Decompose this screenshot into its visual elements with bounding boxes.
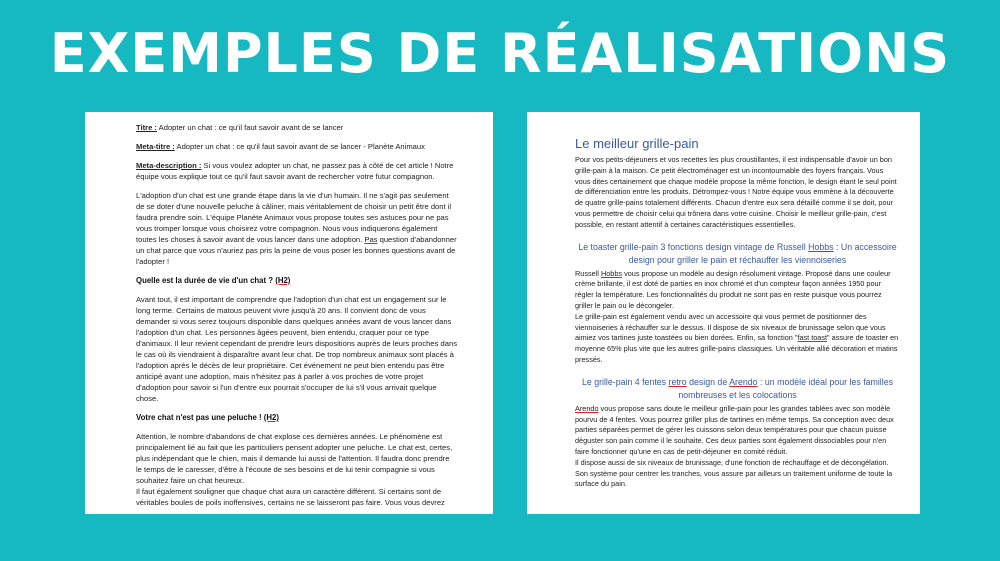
paragraph-browning: Il dispose aussi de six niveaux de brunissage, d'une fonction de réchauffage et de décongélation. Son système pour centrer les tranches, vous assure par ailleurs un traitement uniforme de toute la surface du pain. [575, 457, 893, 489]
p2-text-a: Le grille-pain est également vendu avec un accessoire qui vous permet de positionner des viennoiseries à réchauffer sur le dessus. Il dispose de six niveaux de brunissage selon que vous aimiez vos tartines juste toastées ou bien dorées. Enfin, sa fonction " [575, 311, 886, 343]
article-intro: Pour vos petits-déjeuners et vos recettes les plus croustillantes, il est indispensable d'avoir un bon grille-pain à la maison. Ce petit électroménager est un incontournable des foyers français. Vous vous dites certainement que chaque modèle propose la même fonction, le design étant le seul point de différenciation entre les produits. Détrompez-vous ! Notre équipe vous emmène à la découverte de quatre grille-pains totalement différents. Chacun d'entre eux sera détaillé comme il se doit, pour vous permettre de choisir celui qui trônera dans votre cuisine. Choisir le meilleur grille-pain, c'est possible, en restant attentif à certaines caractéristiques essentielles. [575, 155, 897, 229]
article-heading: Le meilleur grille-pain [575, 136, 699, 151]
heading-not-plush [136, 412, 457, 423]
doc-title-line [136, 122, 457, 133]
p1-hobbs: Hobbs [600, 268, 623, 278]
p1-text: vous propose un modèle au design résolument vintage. Proposé dans une couleur crème brillante, il est doté de parties en inox chromé et d'un compteur façon années 1950 pour régler la température. Les fonctionnalités du produit ne sont pas en reste puisque vous pourrez griller le pain ou le décongeler. [575, 268, 891, 310]
intro-paragraph [136, 190, 457, 267]
paragraph-character: Il faut également souligner que chaque chat aura un caractère différent. Si certains sont de véritables boules de poils inoffensives, certains ne se laisseront pas faire. Vous vous devrez [136, 487, 445, 507]
meta-description-value: Si vous voulez adopter un chat, ne passez pas à côté de cet article ! Notre équipe vous explique tout ce qu'il faut savoir avant de rechercher votre futur compagnon. [136, 161, 454, 181]
intro-text-pas: Pas [364, 235, 378, 244]
h2-1-hobbs: Hobbs [808, 241, 834, 252]
page-title: EXEMPLES DE RÉALISATIONS [49, 22, 951, 85]
document-example-left [85, 112, 493, 514]
paragraph-accessory [575, 312, 900, 366]
p2-fast-toast: fast toast [797, 333, 828, 343]
h2-1-text-a: Le toaster grille-pain 3 fonctions design vintage de Russell [578, 241, 809, 252]
titre-value: Adopter un chat : ce qu'il faut savoir avant de se lancer [156, 123, 344, 132]
h2-2-arendo: Arendo [729, 376, 758, 387]
paragraph-arendo [575, 404, 900, 458]
meta-titre-label: Meta-titre : [136, 142, 175, 151]
section-heading-arendo [575, 376, 900, 402]
h2-2-text-a: Le grille-pain 4 fentes [581, 376, 669, 387]
heading-not-plush-text: Votre chat n'est pas une peluche ! [136, 413, 264, 422]
p3-arendo: Arendo [575, 403, 599, 413]
h2-2-retro: retro [668, 376, 687, 387]
h2-1-text-b: : Un accessoire design pour griller le pain et réchauffer les viennoiseries [628, 241, 897, 265]
p3-text: vous propose sans doute le meilleur grille-pain pour les grandes tablées avec son modèle pourvu de 4 fentes. Vous pourrez griller plus de tartines en même temps. Sa conception avec deux parties séparées permet de gérer les cuissons selon deux températures pour que chacun puisse déguster son pain comme il le souhaite. Ces deux parties sont également dissociables pour n'en faire fonctionner qu'une en cas de petit-déjeuner en comité réduit. [575, 403, 894, 456]
h2-2-text-c: : un modèle idéal pour les familles nombreuses et les colocations [678, 376, 894, 400]
intro-text-b: question d'abandonner un chat parce que vous n'auriez pas pris la peine de vous poser les bonnes questions avant de l'adopter ! [136, 235, 457, 266]
section-heading-russell-hobbs [575, 241, 900, 267]
heading-tag: (H2) [275, 276, 291, 285]
heading-tag: (H2) [263, 413, 279, 422]
paragraph-abandon: Attention, le nombre d'abandons de chat explose ces dernières années. Le phénomène est principalement lié au fait que les particuliers pensent adopter une peluche. Le chat est, certes, plus indépendant que le chien, mais il demande lui aussi de l'attention. Il faudra donc prendre le temps de le caresser, d'être à l'écoute de ses besoins et de lui tenir compagnie si vous souhaitez faire un chat heureux. [136, 432, 453, 485]
meta-description-label: Meta-description : [136, 161, 202, 170]
intro-text-a: L'adoption d'un chat est une grande étape dans la vie d'un humain. Il ne s'agit pas seulement de se doter d'une nouvelle peluche à câliner, mais véritablement de choisir un petit être dont il faudra prendre soin. L'équipe Planète Animaux vous propose toutes ses astuces pour ne pas vous tromper lorsque vous choisirez votre compagnon. Nous vous indiquerons également toutes les choses à savoir avant de vous lancer dans une adoption. [136, 191, 452, 244]
heading-lifespan [136, 275, 457, 286]
p2-text-b: " assure de toaster en moyenne 65% plus vite que les autres grille-pains classiques. Un véritable allié décoration et matins pressés. [575, 333, 899, 364]
p1-russell: Russell [575, 268, 601, 278]
document-example-right [527, 112, 920, 514]
meta-description-line [136, 160, 457, 182]
titre-label: Titre : [136, 123, 157, 132]
paragraph-russell-hobbs [575, 269, 900, 312]
paragraph-lifespan: Avant tout, il est important de comprendre que l'adoption d'un chat est un engagement sur le long terme. Certains de matous peuvent vivre jusqu'à 20 ans. Il convient donc de vous demander si vous serez toujours disponible dans quelques années avant de vous lancer dans l'adoption d'un chat. Les personnes âgées peuvent, bien entendu, craquer pour ce type d'animaux. Il leur revient cependant de prendre leurs dispositions auprès de leurs proches dans le cas où ils viendraient à disparaître avant leur chat. De trop nombreux animaux sont placés à l'adoption après le décès de leur propriétaire. Cet événement ne peut bien entendu pas être anticipé avant une adoption, mais n'hésitez pas à parler à vos proches de votre projet d'adoption pour savoir si l'un d'entre eux pourrait s'occuper de lui s'il vous arrivait quelque chose. [136, 295, 457, 403]
meta-titre-value: Adopter un chat : ce qu'il faut savoir avant de se lancer - Planète Animaux [174, 142, 425, 151]
heading-lifespan-text: Quelle est la durée de vie d'un chat ? [136, 276, 276, 285]
meta-title-line [136, 141, 457, 152]
h2-2-text-b: design de [686, 376, 730, 387]
